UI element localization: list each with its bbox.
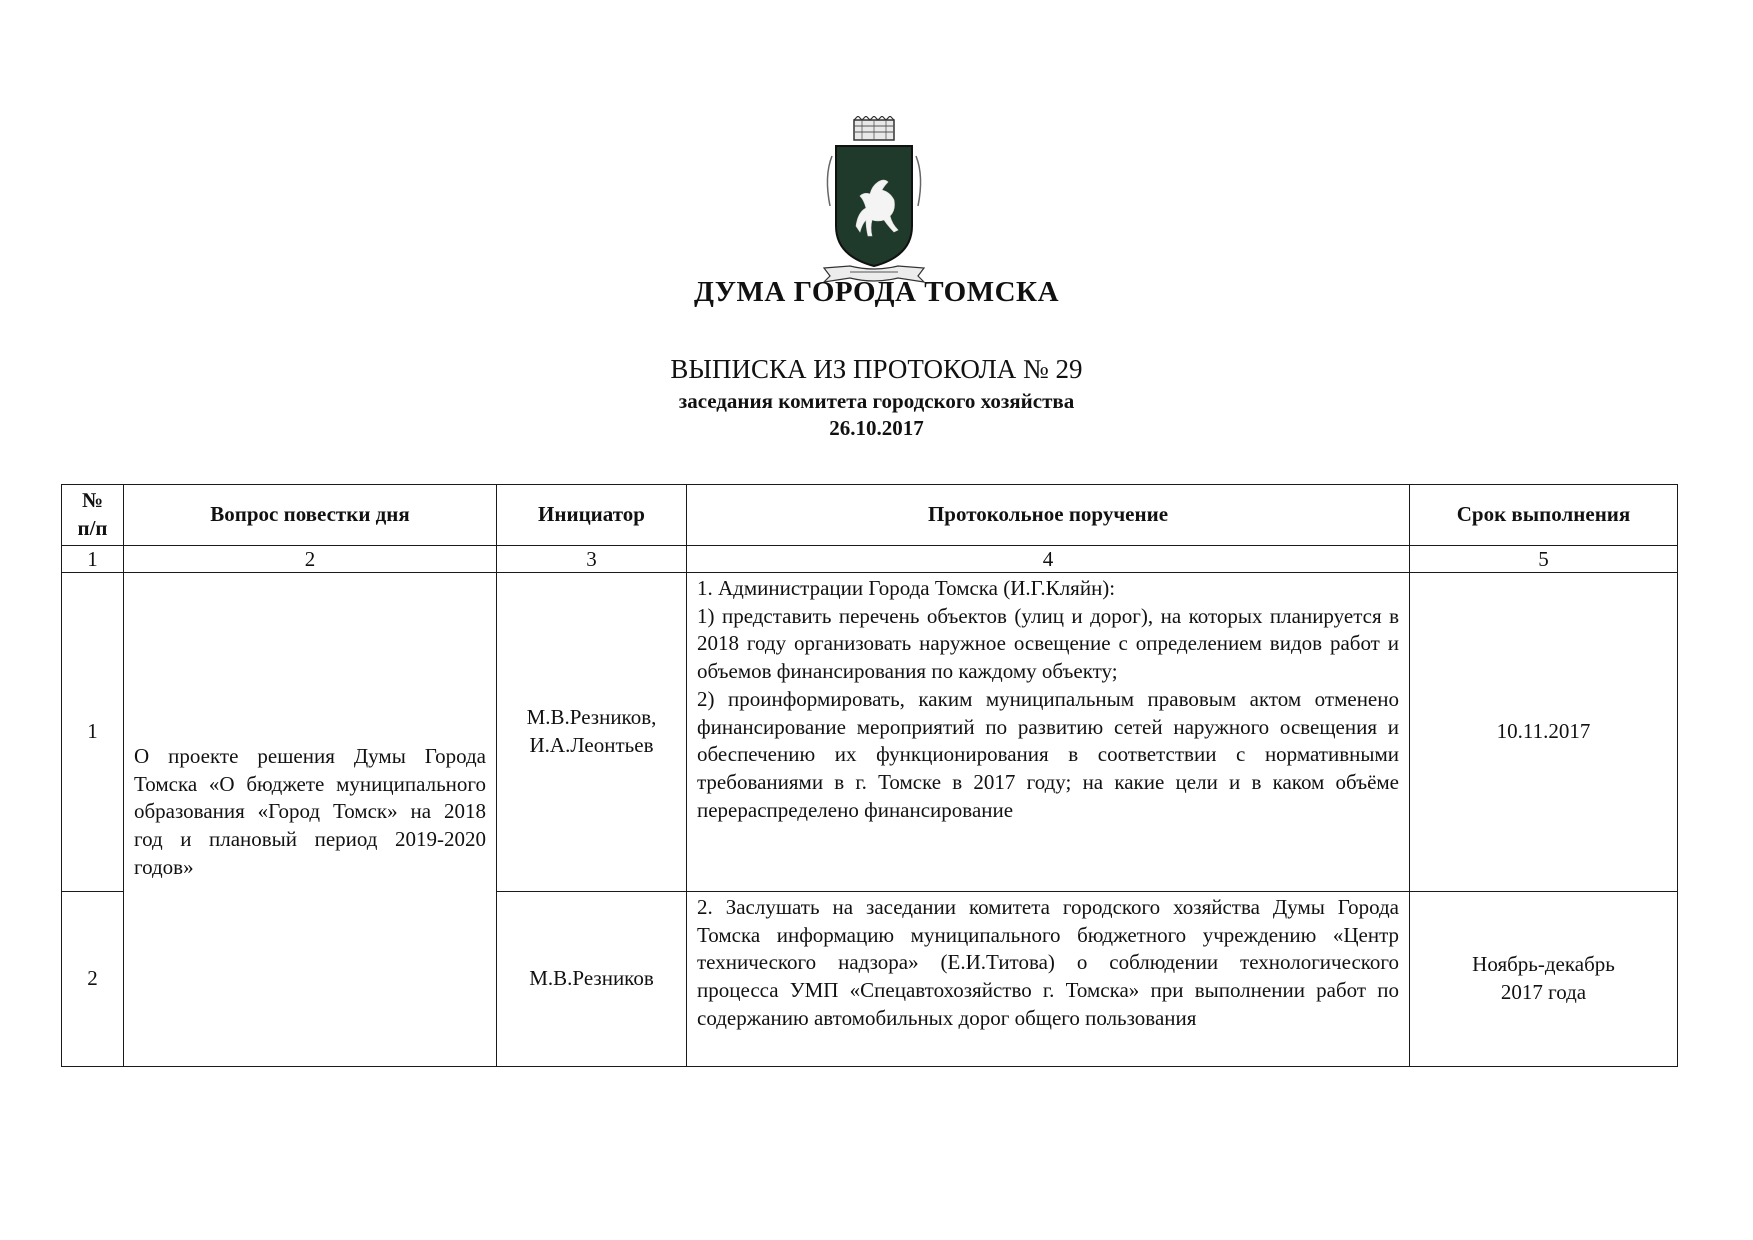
table-row — [62, 573, 1678, 892]
initiator-name: М.В.Резников, — [526, 705, 657, 730]
instruction-line: 1) представить перечень объектов (улиц и дорог), на которых планируется в 2018 году организовать наружное освещение с определением видов работ и объемов финансирования по каждому объекту; — [697, 603, 1399, 684]
instruction-line: 1. Администрации Города Томска (И.Г.Кляйн): — [697, 576, 1116, 600]
column-number: 5 — [1410, 546, 1678, 573]
column-header-deadline: Срок выполнения — [1410, 485, 1678, 546]
table-header-row — [62, 485, 1678, 546]
column-header-number-line2: п/п — [77, 516, 108, 540]
initiator-cell — [497, 892, 687, 1067]
instruction-cell — [687, 892, 1410, 1067]
deadline-text: Ноябрь-декабрь — [1472, 952, 1615, 977]
deadline-text: 2017 года — [1500, 980, 1587, 1004]
column-header-number — [62, 485, 124, 546]
document-subtitle: заседания комитета городского хозяйства — [678, 389, 1075, 413]
deadline-text: 10.11.2017 — [1496, 719, 1591, 744]
column-number: 1 — [62, 546, 124, 573]
column-number: 3 — [497, 546, 687, 573]
column-header-number-line1: № — [81, 488, 104, 513]
instruction-line: 2) проинформировать, каким муниципальным правовым актом отменено финансирование мероприятий по развитию сетей наружного освещения и обеспечению их функционирования в соответствии с нормативными требованиями в г. Томске в 2017 году; на какие цели и в каком объёме перераспределено финансирование — [697, 686, 1399, 822]
row-number: 1 — [62, 573, 124, 892]
column-number: 2 — [124, 546, 497, 573]
tomsk-coat-of-arms-icon — [820, 116, 928, 288]
org-name: ДУМА ГОРОДА ТОМСКА — [693, 276, 1060, 308]
protocol-table — [61, 484, 1678, 1067]
agenda-item-text: О проекте решения Думы Города Томска «О бюджете муниципального образования «Город Томск» на 2018 год и плановый период 2019-2020 годов» — [134, 744, 486, 879]
row-number: 2 — [62, 892, 124, 1067]
column-header-instruction: Протокольное поручение — [687, 485, 1410, 546]
column-number-row — [62, 546, 1678, 573]
column-header-initiator: Инициатор — [497, 485, 687, 546]
agenda-item-cell — [124, 573, 497, 1067]
deadline-cell — [1410, 573, 1678, 892]
document-title: ВЫПИСКА ИЗ ПРОТОКОЛА № 29 — [670, 354, 1083, 384]
instruction-cell — [687, 573, 1410, 892]
column-number: 4 — [687, 546, 1410, 573]
initiator-name: М.В.Резников — [529, 966, 654, 991]
initiator-cell — [497, 573, 687, 892]
document-date: 26.10.2017 — [829, 416, 924, 440]
column-header-agenda: Вопрос повестки дня — [124, 485, 497, 546]
initiator-name: И.А.Леонтьев — [529, 733, 654, 757]
deadline-cell — [1410, 892, 1678, 1067]
instruction-line: 2. Заслушать на заседании комитета городского хозяйства Думы Города Томска информацию муниципального бюджетного учреждению «Центр технического надзора» (Е.И.Титова) о соблюдении технологического процесса УМП «Спецавтохозяйство г. Томска» при выполнении работ по содержанию автомобильных дорог общего пользования — [697, 895, 1399, 1030]
